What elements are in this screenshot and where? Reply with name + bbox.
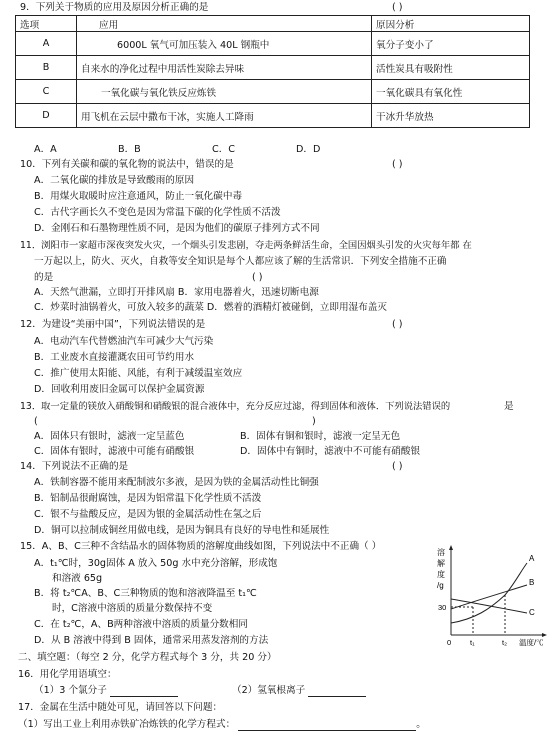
y-label-char: 度 — [437, 570, 445, 579]
table-row — [16, 32, 530, 56]
row-reason: 一氧化碳具有氧化性 — [372, 80, 530, 104]
q16-item2 — [232, 685, 366, 697]
q16-item2-label: （2）氢氧根离子 — [232, 685, 306, 696]
q17-item1-label: （1）写出工业上利用赤铁矿冶炼铁的化学方程式： — [18, 719, 236, 730]
q13-option-c: C．固体有银时，滤液中可能有硝酸银 — [34, 446, 195, 457]
q12-stem: 12．为建设“美丽中国”，下列说法错误的是 — [20, 319, 206, 330]
curve-label-b: B — [529, 578, 535, 587]
table-header-row — [16, 16, 530, 32]
y-label-char: 溶 — [437, 548, 445, 557]
q11-stem-line2: 一万起以上，防火、灭火，自救等安全知识是每个人都应该了解的生活常识．下列安全措施不正确 — [34, 256, 447, 267]
y-label-char: /g — [437, 581, 444, 590]
curve-a — [451, 563, 527, 623]
row-option: D — [16, 104, 77, 128]
q17-item1 — [18, 719, 426, 731]
q16-item1-answer-blank[interactable] — [110, 686, 178, 697]
q9-stem: 9．下列关于物质的应用及原因分析正确的是 — [20, 2, 209, 13]
q13-stem: 13．取一定量的镁放入硝酸铜和硝酸银的混合液体中，充分反应过滤，得到固体和液体．下列说法错误的 — [20, 401, 451, 412]
q10-answer-paren: ( ) — [392, 159, 403, 170]
x-axis-label: 温度/℃ — [519, 638, 544, 647]
q12-option-a: A．电动汽车代替燃油汽车可减少大气污染 — [34, 336, 214, 347]
solubility-curve-figure — [435, 543, 551, 651]
part2-heading: 二、填空题：（每空 2 分，化学方程式每个 3 分，共 20 分） — [18, 652, 277, 663]
row-option: C — [16, 80, 77, 104]
q17-stem: 17．金属在生活中随处可见，请回答以下问题： — [18, 702, 223, 713]
q11-options-cd: C．炒菜时油锅着火，可放入较多的蔬菜 D．燃着的酒精灯被碰倒，立即用湿布盖灭 — [34, 302, 387, 313]
q14-answer-paren: ( ) — [392, 461, 403, 472]
q15-option-a-line2: 和溶液 65g — [52, 573, 103, 584]
y-tick-30: 30 — [438, 603, 447, 612]
header-option: 选项 — [16, 16, 77, 32]
curve-label-c: C — [529, 608, 535, 617]
table-row — [16, 80, 530, 104]
x-tick-t1: t₁ — [470, 638, 475, 647]
q16-item1-label: （1）3 个氯分子 — [34, 685, 107, 696]
header-reason: 原因分析 — [372, 16, 530, 32]
q15-option-d: D．从 B 溶液中得到 B 固体，通常采用蒸发溶剂的方法 — [34, 635, 269, 646]
q16-item1 — [34, 685, 178, 697]
q16-item2-answer-blank[interactable] — [308, 686, 366, 697]
curve-label-a: A — [529, 554, 535, 563]
q9-answer-b[interactable]: B．B — [118, 144, 141, 155]
row-reason: 干冰升华放热 — [372, 104, 530, 128]
q11-stem-line3: 的是 — [34, 272, 54, 283]
x-tick-t2: t₂ — [502, 638, 507, 647]
q10-option-d: D．金刚石和石墨物理性质不同，是因为他们的碳原子排列方式不同 — [34, 223, 320, 234]
q10-option-c: C．古代字画长久不变色是因为常温下碳的化学性质不活泼 — [34, 207, 281, 218]
q17-item1-answer-blank[interactable] — [238, 720, 416, 731]
q9-answer-a[interactable]: A．A — [34, 144, 57, 155]
q13-stem-tail: 是 — [504, 401, 514, 412]
curve-c — [451, 599, 527, 613]
row-application: 自来水的净化过程中用活性炭除去异味 — [77, 56, 372, 80]
q12-option-d: D．回收利用废旧金属可以保护金属资源 — [34, 384, 205, 395]
q14-option-b: B．铝制品很耐腐蚀，是因为铝常温下化学性质不活泼 — [34, 493, 262, 504]
q15-stem: 15．A、B、C三种不含结晶水的固体物质的溶解度曲线如图，下列说法中不正确（ ） — [20, 541, 382, 552]
q9-answer-c[interactable]: C．C — [212, 144, 235, 155]
q12-option-c: C．推广使用太阳能、风能，有利于减缓温室效应 — [34, 368, 243, 379]
row-application: 一氧化碳与氧化铁反应炼铁 — [77, 80, 372, 104]
q13-option-d: D．固体中有铜时，滤液中不可能有硝酸银 — [240, 446, 421, 457]
q14-option-a: A．铁制容器不能用来配制波尔多液，是因为铁的金属活动性比铜强 — [34, 477, 319, 488]
q14-stem: 14．下列说法不正确的是 — [20, 461, 129, 472]
q13-option-a: A．固体只有银时，滤液一定呈蓝色 — [34, 431, 185, 442]
table-row — [16, 56, 530, 80]
q15-option-c: C．在 t₂℃，A、B两种溶液中溶质的质量分数相同 — [34, 619, 248, 630]
q10-stem: 10．下列有关碳和碳的氧化物的说法中，错误的是 — [20, 159, 234, 170]
q14-option-d: D．铜可以拉制成铜丝用做电线，是因为铜具有良好的导电性和延展性 — [34, 525, 330, 536]
q13-option-b: B．固体有铜和银时，滤液一定呈无色 — [240, 431, 401, 442]
q11-answer-paren: ( ) — [252, 272, 263, 283]
origin-label: 0 — [447, 638, 452, 647]
q15-option-a-line1: A．t₁℃时，30g固体 A 放入 50g 水中充分溶解，形成饱 — [34, 558, 278, 569]
q13-paren-close: ) — [312, 416, 316, 427]
q9-table — [15, 15, 530, 128]
row-option: B — [16, 56, 77, 80]
q15-option-b-line1: B．将 t₂℃A、B、C三种物质的饱和溶液降温至 t₁℃ — [34, 588, 257, 599]
y-label-char: 解 — [437, 559, 445, 568]
row-option: A — [16, 32, 77, 56]
row-reason: 活性炭具有吸附性 — [372, 56, 530, 80]
x-axis-arrow-icon — [542, 633, 547, 637]
q9-answer-d[interactable]: D．D — [296, 144, 321, 155]
header-application: 应用 — [77, 16, 372, 32]
q12-answer-paren: ( ) — [392, 319, 403, 330]
q13-paren-open: ( — [34, 416, 38, 427]
q15-option-b-line2: 时，C溶液中溶质的质量分数保持不变 — [52, 603, 213, 614]
q12-option-b: B．工业废水直接灌溉农田可节约用水 — [34, 352, 195, 363]
row-reason: 氧分子变小了 — [372, 32, 530, 56]
q11-stem-line1: 11．浏阳市一家超市深夜突发火灾，一个烟头引发悲剧，夺走两条鲜活生命，全国因烟头引发的火灾每年都 在 — [20, 240, 472, 251]
q17-item1-end: 。 — [416, 719, 426, 730]
q10-option-a: A．二氧化碳的排放是导致酸雨的原因 — [34, 175, 195, 186]
q11-options-ab: A．天然气泄漏，立即打开排风扇 B．家用电器着火，迅速切断电源 — [34, 287, 319, 298]
table-row — [16, 104, 530, 128]
q10-option-b: B．用煤火取暖时应注意通风，防止一氧化碳中毒 — [34, 191, 243, 202]
row-application: 用飞机在云层中撒布干冰，实施人工降雨 — [77, 104, 372, 128]
q16-stem: 16．用化学用语填空： — [18, 669, 117, 680]
q9-answer-paren: ( ) — [392, 2, 403, 13]
q14-option-c: C．银不与盐酸反应，是因为银的金属活动性在氢之后 — [34, 509, 262, 520]
row-application: 6000L 氧气可加压装入 40L 钢瓶中 — [77, 32, 372, 56]
y-axis-arrow-icon — [449, 545, 453, 550]
